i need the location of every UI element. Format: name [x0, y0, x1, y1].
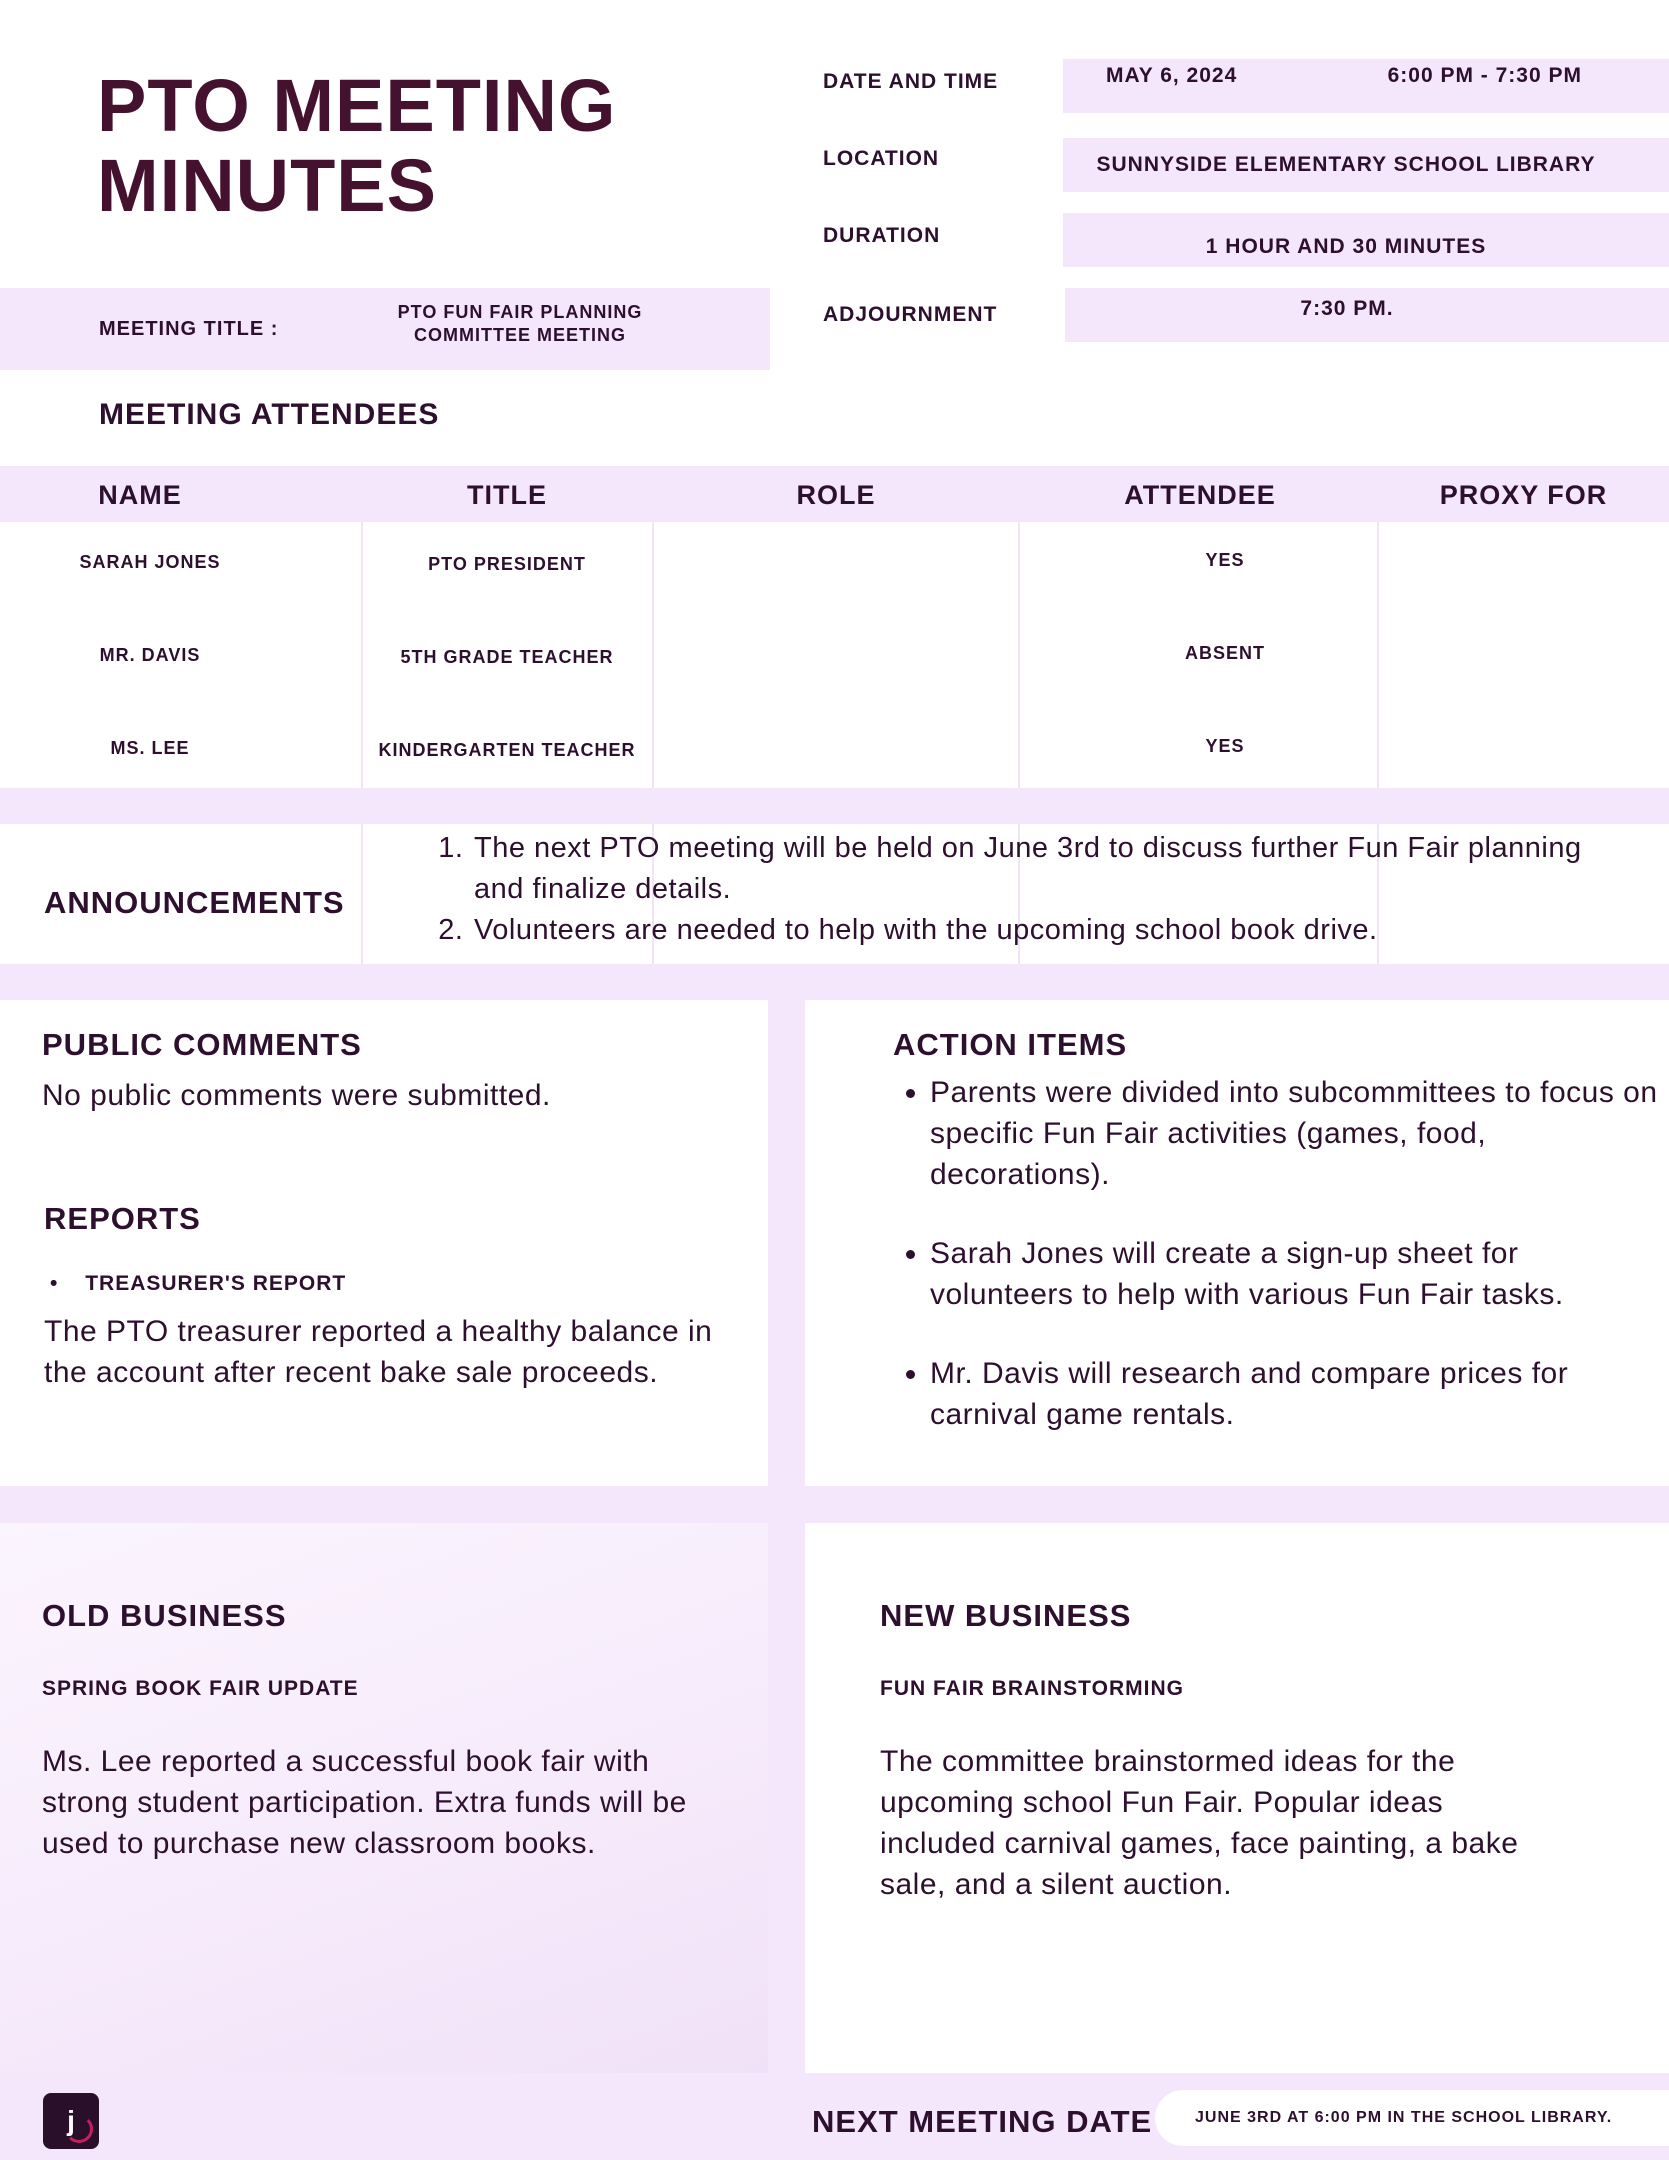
table-row [0, 633, 1669, 673]
location-label: LOCATION [823, 147, 940, 170]
column-header-name: NAME [98, 480, 182, 510]
cell-title: 5TH GRADE TEACHER [400, 647, 614, 667]
list-item: • Mr. Davis will research and compare prices for carnival game rentals. [930, 1353, 1660, 1435]
list-item: 2. Volunteers are needed to help with the upcoming school book drive. [472, 910, 1622, 951]
cell-name: MS. LEE [110, 738, 190, 758]
column-divider [768, 1000, 805, 1486]
reports-bullet [50, 1272, 346, 1296]
duration-value: 1 HOUR AND 30 MINUTES [1205, 235, 1487, 258]
duration-box [1063, 213, 1669, 267]
section-divider [0, 964, 1669, 1000]
old-business-text: Ms. Lee reported a successful book fair with strong student participation. Extra funds will be used to purchase new classroom books. [42, 1745, 687, 1860]
table-row [0, 540, 1669, 580]
next-meeting-label: NEXT MEETING DATE [812, 2104, 1153, 2139]
cell-attendee: ABSENT [1184, 643, 1265, 663]
old-business-heading: OLD BUSINESS [42, 1598, 287, 1633]
page-title-line2: MINUTES [97, 144, 437, 227]
logo-swoosh-icon [65, 2115, 93, 2143]
column-header-proxy: PROXY FOR [1439, 480, 1608, 510]
list-item: • Parents were divided into subcommittees to focus on specific Fun Fair activities (games, food, decorations). [930, 1072, 1660, 1195]
new-business-heading: NEW BUSINESS [880, 1598, 1132, 1633]
column-header-role: ROLE [796, 480, 876, 510]
old-business-subheading: SPRING BOOK FAIR UPDATE [42, 1677, 359, 1700]
new-business-subheading: FUN FAIR BRAINSTORMING [880, 1677, 1184, 1700]
action-items-list [900, 1072, 1660, 1473]
meeting-title-line2: COMMITTEE MEETING [414, 325, 626, 345]
duration-label: DURATION [823, 224, 941, 247]
list-item: 1. The next PTO meeting will be held on June 3rd to discuss further Fun Fair planning and finalize details. [472, 828, 1622, 910]
cell-attendee: YES [1205, 736, 1245, 756]
column-header-title: TITLE [467, 480, 547, 510]
new-business-text: The committee brainstormed ideas for the upcoming school Fun Fair. Popular ideas included carnival games, face painting, a bake sale, and a silent auction. [880, 1745, 1519, 1901]
location-value: SUNNYSIDE ELEMENTARY SCHOOL LIBRARY [1096, 153, 1596, 176]
reports-bullet-label: TREASURER'S REPORT [85, 1272, 347, 1295]
adjournment-box [1065, 288, 1669, 342]
meeting-date: MAY 6, 2024 [1106, 64, 1238, 87]
public-comments-heading: PUBLIC COMMENTS [42, 1027, 362, 1062]
public-comments-text: No public comments were submitted. [42, 1079, 551, 1112]
announcements-heading: ANNOUNCEMENTS [44, 885, 345, 920]
page-title-line1: PTO MEETING [97, 64, 617, 147]
meeting-title-line1: PTO FUN FAIR PLANNING [397, 302, 643, 322]
column-divider [768, 1523, 805, 2073]
meeting-title-label: MEETING TITLE : [99, 318, 279, 340]
logo [43, 2093, 99, 2149]
attendees-heading: MEETING ATTENDEES [99, 398, 440, 431]
list-item: • Sarah Jones will create a sign-up sheet for volunteers to help with various Fun Fair tasks. [930, 1233, 1660, 1315]
cell-attendee: YES [1205, 550, 1245, 570]
cell-name: MR. DAVIS [99, 645, 201, 665]
meeting-time: 6:00 PM - 7:30 PM [1387, 64, 1582, 87]
section-divider [0, 788, 1669, 824]
cell-name: SARAH JONES [79, 552, 221, 572]
adjournment-value: 7:30 PM. [1300, 297, 1394, 320]
cell-title: PTO PRESIDENT [428, 554, 586, 574]
section-divider [0, 1486, 1669, 1523]
bullet-icon: • [50, 1272, 59, 1295]
table-row [0, 726, 1669, 766]
date-time-label: DATE AND TIME [823, 70, 999, 93]
reports-text: The PTO treasurer reported a healthy balance in the account after recent bake sale proceeds. [44, 1315, 713, 1389]
reports-heading: REPORTS [44, 1201, 201, 1236]
cell-title: KINDERGARTEN TEACHER [378, 740, 636, 760]
location-box [1063, 138, 1669, 192]
page-title [97, 66, 616, 226]
logo-letter: j [67, 2105, 75, 2136]
announcements-list [440, 828, 1622, 951]
date-time-box [1063, 59, 1669, 113]
next-meeting-pill [1155, 2090, 1669, 2146]
next-meeting-value: JUNE 3RD AT 6:00 PM IN THE SCHOOL LIBRARY. [1195, 2109, 1613, 2126]
meeting-title-value [370, 301, 670, 347]
action-items-heading: ACTION ITEMS [893, 1027, 1128, 1062]
column-header-attendee: ATTENDEE [1124, 480, 1276, 510]
adjournment-label: ADJOURNMENT [823, 303, 998, 326]
